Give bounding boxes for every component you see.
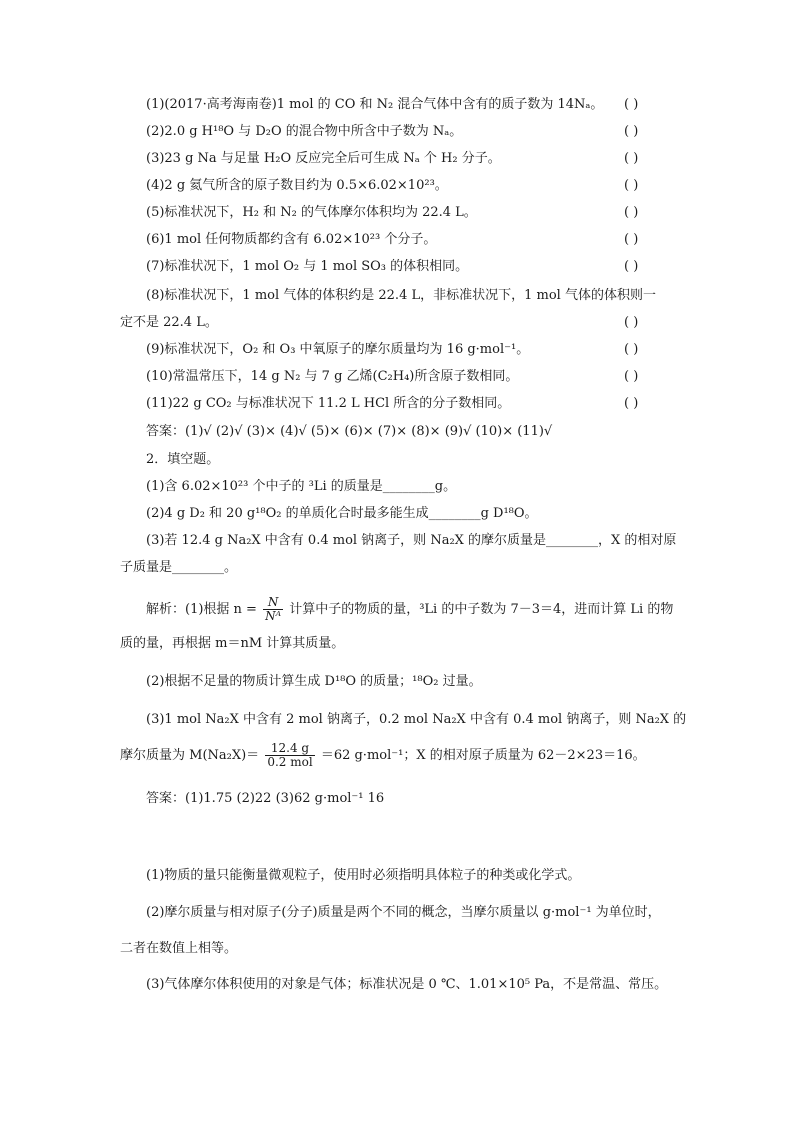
analysis-3-line1: (3)1 mol Na₂X 中含有 2 mol 钠离子，0.2 mol Na₂X 中含有 0.4 mol 钠离子，则 Na₂X 的 (146, 712, 687, 727)
analysis-3-suffix: ＝62 g·mol⁻¹；X 的相对原子质量为 62－2×23＝16。 (320, 748, 646, 763)
analysis-1-suffix: 计算中子的物质的量，³Li 的中子数为 7－3＝4，进而计算 Li 的物 (289, 602, 674, 617)
fraction-numerator: 12.4 g (265, 742, 314, 756)
molar-mass-fraction (265, 742, 314, 769)
judgment-q11: (11)22 g CO₂ 与标准状况下 11.2 L HCl 所含的分子数相同。 (146, 396, 511, 411)
answer-section-2: 答案：(1)1.75 (2)22 (3)62 g·mol⁻¹ 16 (146, 791, 385, 806)
fraction-denominator: Nᴬ (265, 609, 282, 623)
analysis-3-prefix: 摩尔质量为 M(Na₂X)＝ (120, 748, 260, 763)
answer-paren: ( ) (624, 205, 639, 220)
note-1: (1)物质的量只能衡量微观粒子，使用时必须指明具体粒子的种类或化学式。 (146, 868, 581, 883)
note-2: (2)摩尔质量与相对原子(分子)质量是两个不同的概念，当摩尔质量以 g·mol⁻¹ 为单位时， (146, 905, 661, 920)
note-2-cont: 二者在数值上相等。 (120, 941, 238, 956)
formula-fraction (263, 596, 283, 623)
fraction-denominator: 0.2 mol (267, 755, 313, 769)
answer-paren: ( ) (624, 342, 639, 357)
judgment-q7: (7)标准状况下，1 mol O₂ 与 1 mol SO₃ 的体积相同。 (146, 259, 469, 274)
judgment-q2: (2)2.0 g H¹⁸O 与 D₂O 的混合物中所含中子数为 Nₐ。 (146, 124, 463, 139)
analysis-1-prefix: 解析：(1)根据 n = (146, 602, 257, 617)
answer-paren: ( ) (624, 315, 639, 330)
fill-q1: (1)含 6.02×10²³ 个中子的 ³Li 的质量是________g。 (146, 479, 457, 494)
note-3: (3)气体摩尔体积使用的对象是气体；标准状况是 0 ℃、1.01×10⁵ Pa，不是常温、常压。 (146, 977, 668, 992)
answer-paren: ( ) (624, 178, 639, 193)
answer-paren: ( ) (624, 151, 639, 166)
fill-q2: (2)4 g D₂ 和 20 g¹⁸O₂ 的单质化合时最多能生成________g D¹⁸O。 (146, 506, 538, 521)
analysis-1-line2: 质的量，再根据 m＝nM 计算其质量。 (120, 636, 345, 651)
analysis-3-line2 (120, 741, 646, 771)
answer-paren: ( ) (624, 259, 639, 274)
answer-section-1: 答案：(1)√ (2)√ (3)× (4)√ (5)× (6)× (7)× (8)× (9)√ (10)× (11)√ (146, 424, 553, 439)
judgment-q4: (4)2 g 氦气所含的原子数目约为 0.5×6.02×10²³。 (146, 178, 448, 193)
analysis-2: (2)根据不足量的物质计算生成 D¹⁸O 的质量；¹⁸O₂ 过量。 (146, 674, 482, 689)
answer-paren: ( ) (624, 232, 639, 247)
answer-paren: ( ) (624, 97, 639, 112)
fill-q3-line1: (3)若 12.4 g Na₂X 中含有 0.4 mol 钠离子，则 Na₂X 的摩尔质量是________，X 的相对原 (146, 533, 677, 548)
fraction-numerator: N (263, 596, 283, 610)
judgment-q8-line2: 定不是 22.4 L。 (120, 315, 218, 330)
analysis-1-line1 (146, 596, 673, 623)
fill-q3-line2: 子质量是________。 (120, 560, 238, 575)
judgment-q6: (6)1 mol 任何物质都约含有 6.02×10²³ 个分子。 (146, 232, 437, 247)
section-2-title: 2．填空题。 (146, 452, 220, 467)
answer-paren: ( ) (624, 369, 639, 384)
judgment-q8-line1: (8)标准状况下，1 mol 气体的体积约是 22.4 L，非标准状况下，1 mol 气体的体积则一 (146, 288, 656, 303)
answer-paren: ( ) (624, 124, 639, 139)
judgment-q9: (9)标准状况下，O₂ 和 O₃ 中氧原子的摩尔质量均为 16 g·mol⁻¹。 (146, 342, 530, 357)
judgment-q3: (3)23 g Na 与足量 H₂O 反应完全后可生成 Nₐ 个 H₂ 分子。 (146, 151, 501, 166)
judgment-q10: (10)常温常压下，14 g N₂ 与 7 g 乙烯(C₂H₄)所含原子数相同。 (146, 369, 519, 384)
judgment-q1: (1)(2017·高考海南卷)1 mol 的 CO 和 N₂ 混合气体中含有的质子数为 14Nₐ。 (146, 97, 604, 112)
judgment-q5: (5)标准状况下，H₂ 和 N₂ 的气体摩尔体积均为 22.4 L。 (146, 205, 477, 220)
answer-paren: ( ) (624, 396, 639, 411)
